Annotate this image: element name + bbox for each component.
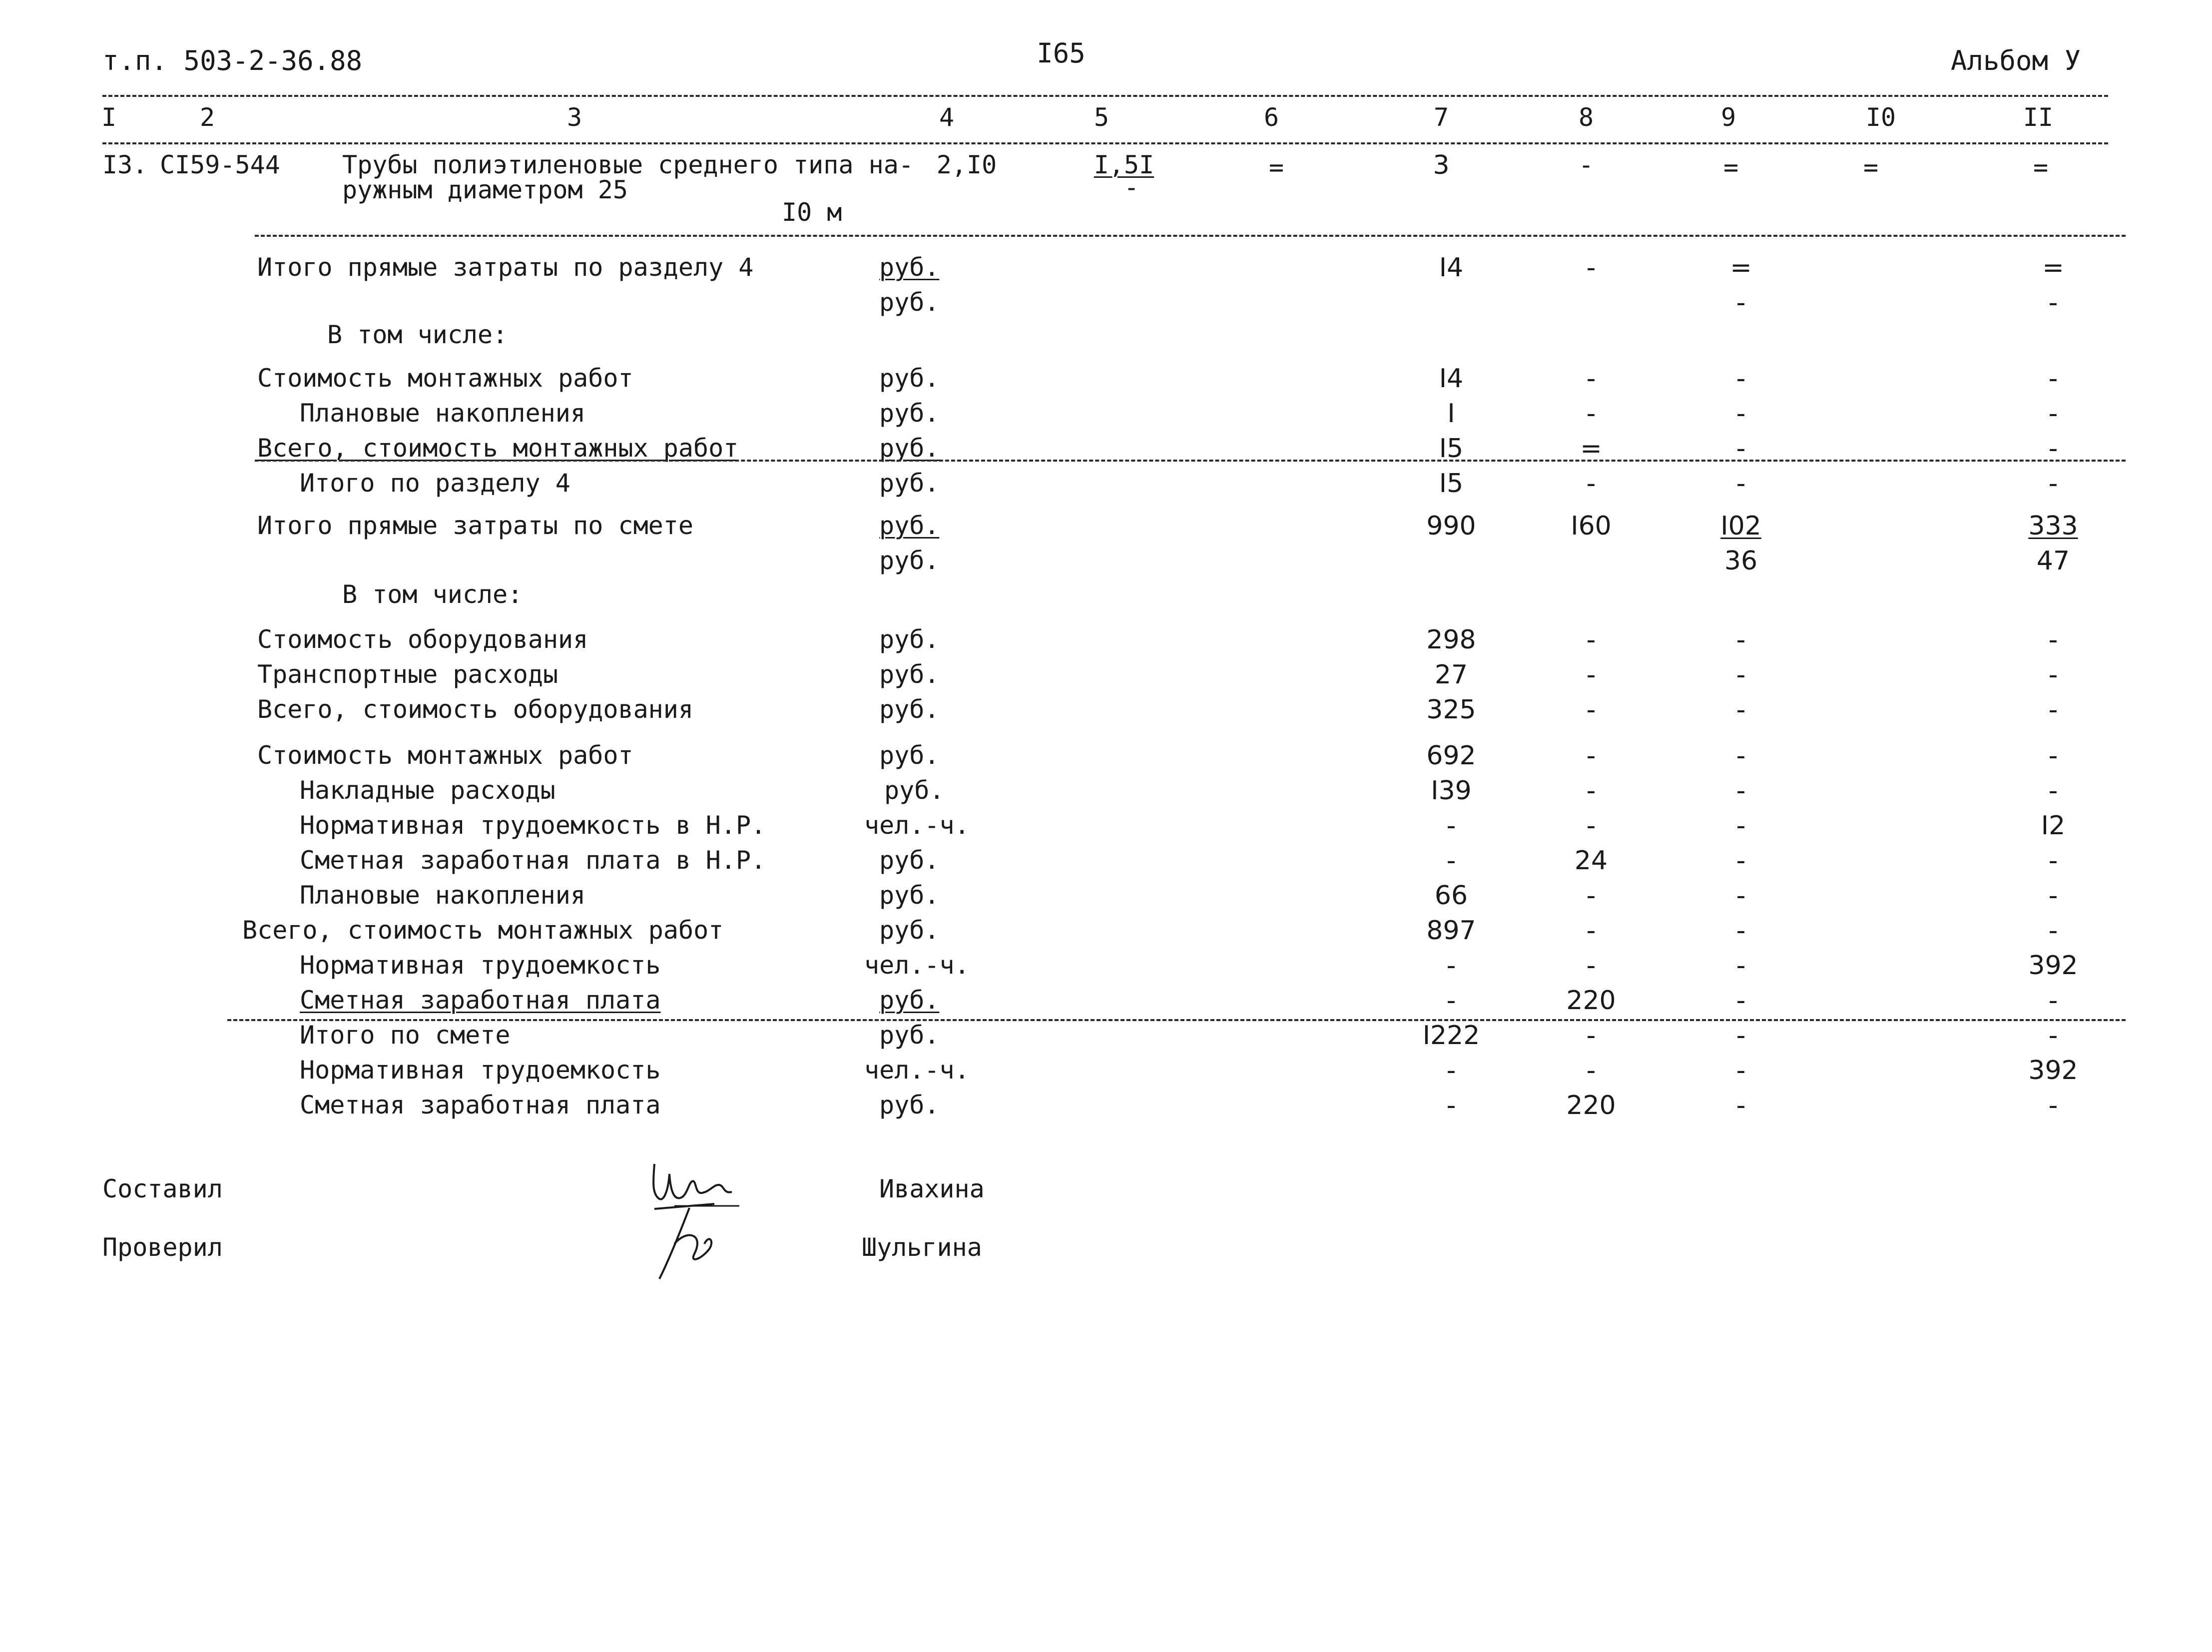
row-value-col7: - <box>1446 1056 1456 1086</box>
row-value-col11: - <box>2048 846 2058 876</box>
row-label: Стоимость монтажных работ <box>257 364 633 393</box>
row-unit: руб. <box>879 881 940 910</box>
checker-signature <box>639 1199 739 1284</box>
header-rule-bottom <box>102 142 2108 144</box>
row-value-col9: - <box>1736 660 1746 690</box>
row-label: Плановые накопления <box>300 399 585 428</box>
row-value-col9: - <box>1736 986 1746 1016</box>
row-unit: руб. <box>879 469 940 498</box>
row-value-col7: 27 <box>1434 660 1468 690</box>
item-col9: = <box>1723 153 1739 182</box>
row-value-col11: - <box>2048 916 2058 946</box>
row-value-col9: - <box>1736 741 1746 771</box>
row-label: В том числе: <box>327 320 508 349</box>
row-value-col9: 36 <box>1724 546 1758 576</box>
row-value-col9: - <box>1736 811 1746 841</box>
row-value-col8: - <box>1586 776 1596 806</box>
row-value-col11: - <box>2048 399 2058 429</box>
row-label: Стоимость оборудования <box>257 625 588 654</box>
row-value-col8: - <box>1586 741 1596 771</box>
item-number: I3. <box>102 150 148 179</box>
row-label: Нормативная трудоемкость <box>300 951 661 980</box>
row-value-col11: 47 <box>2036 546 2070 576</box>
row-value-col7: I4 <box>1439 364 1464 394</box>
row-unit: руб. <box>879 916 940 945</box>
row-label: Всего, стоимость монтажных работ <box>257 434 739 463</box>
compiled-name: Ивахина <box>879 1174 985 1203</box>
col-header-8: 8 <box>1578 103 1594 132</box>
row-label: Сметная заработная плата <box>300 1091 661 1119</box>
row-value-col11: - <box>2048 1091 2058 1120</box>
row-label: Всего, стоимость оборудования <box>257 695 693 724</box>
row-value-col9: - <box>1736 288 1746 318</box>
row-value-col9: = <box>1730 253 1752 283</box>
row-value-col7: I222 <box>1422 1021 1480 1051</box>
row-unit: руб. <box>879 399 940 428</box>
col-header-2: 2 <box>199 103 215 132</box>
row-value-col8: 220 <box>1566 1091 1616 1120</box>
estimate-rule <box>227 1019 2126 1021</box>
row-value-col7: - <box>1446 951 1456 981</box>
row-value-col11: = <box>2042 253 2064 283</box>
row-value-col7: 66 <box>1434 881 1468 911</box>
row-label: Плановые накопления <box>300 881 585 910</box>
row-value-col9: - <box>1736 1056 1746 1086</box>
col-header-11: II <box>2023 103 2054 132</box>
row-value-col8: - <box>1586 1021 1596 1051</box>
row-unit: руб. <box>884 776 945 805</box>
row-label: Итого прямые затраты по смете <box>257 511 693 540</box>
row-value-col9: - <box>1736 1021 1746 1051</box>
row-value-col11: - <box>2048 434 2058 464</box>
item-col8: - <box>1578 150 1594 179</box>
row-value-col11: 392 <box>2028 1056 2078 1086</box>
row-value-col7: 897 <box>1426 916 1476 946</box>
row-label: Нормативная трудоемкость в Н.Р. <box>300 811 766 840</box>
row-label: Нормативная трудоемкость <box>300 1056 661 1085</box>
row-value-col11: I2 <box>2041 811 2066 841</box>
row-value-col11: - <box>2048 776 2058 806</box>
row-value-col7: I <box>1447 399 1455 429</box>
row-value-col7: - <box>1446 986 1456 1016</box>
row-label: Итого по смете <box>300 1021 511 1050</box>
row-value-col7: 298 <box>1426 625 1476 655</box>
row-label: Стоимость монтажных работ <box>257 741 633 770</box>
row-value-col9: - <box>1736 1091 1746 1120</box>
col-header-1: I <box>101 103 117 132</box>
row-unit: руб. <box>879 986 940 1015</box>
row-value-col8: - <box>1586 660 1596 690</box>
row-value-col8: - <box>1586 881 1596 911</box>
row-unit: руб. <box>879 1091 940 1119</box>
checked-name: Шульгина <box>862 1233 982 1262</box>
col-header-4: 4 <box>939 103 955 132</box>
row-value-col8: 220 <box>1566 986 1616 1016</box>
item-name-line2: ружным диаметром 25 <box>342 175 628 204</box>
row-unit: руб. <box>879 846 940 875</box>
row-value-col9: - <box>1736 434 1746 464</box>
doc-code: т.п. 503-2-36.88 <box>102 45 363 76</box>
row-value-col7: I39 <box>1431 776 1472 806</box>
row-value-col11: - <box>2048 364 2058 394</box>
row-unit: руб. <box>879 1021 940 1050</box>
row-unit: чел.-ч. <box>864 951 970 980</box>
col-header-5: 5 <box>1094 103 1109 132</box>
row-value-col8: - <box>1586 253 1596 283</box>
row-unit: руб. <box>879 511 940 540</box>
item-unit: I0 м <box>782 198 842 227</box>
item-col6: = <box>1268 153 1284 182</box>
row-unit: руб. <box>879 660 940 689</box>
row-value-col7: - <box>1446 811 1456 841</box>
row-value-col9: - <box>1736 695 1746 725</box>
row-unit: руб. <box>879 741 940 770</box>
row-value-col8: 24 <box>1574 846 1608 876</box>
row-value-col8: - <box>1586 1056 1596 1086</box>
row-value-col9: - <box>1736 951 1746 981</box>
row-label: Всего, стоимость монтажных работ <box>242 916 724 945</box>
checked-label: Проверил <box>102 1233 223 1262</box>
row-unit: руб. <box>879 546 940 575</box>
col-header-6: 6 <box>1263 103 1279 132</box>
row-label: Итого по разделу 4 <box>300 469 570 498</box>
row-value-col9: - <box>1736 776 1746 806</box>
row-value-col8: - <box>1586 695 1596 725</box>
row-unit: руб. <box>879 364 940 393</box>
col-header-3: 3 <box>566 103 582 132</box>
row-label: Транспортные расходы <box>257 660 558 689</box>
row-value-col11: - <box>2048 986 2058 1016</box>
row-unit: чел.-ч. <box>864 811 970 840</box>
row-value-col7: I5 <box>1439 469 1464 499</box>
row-value-col11: 392 <box>2028 951 2078 981</box>
row-unit: руб. <box>879 253 940 282</box>
item-col5-lower: - <box>1123 173 1139 202</box>
row-value-col9: - <box>1736 881 1746 911</box>
row-label: Сметная заработная плата <box>300 986 661 1015</box>
row-label: Итого прямые затраты по разделу 4 <box>257 253 754 282</box>
row-value-col9: - <box>1736 469 1746 499</box>
item-col10: = <box>1863 153 1879 182</box>
row-value-col8: - <box>1586 625 1596 655</box>
row-unit: руб. <box>879 288 940 317</box>
row-value-col7: I4 <box>1439 253 1464 283</box>
row-value-col8: I60 <box>1571 511 1612 541</box>
row-value-col7: 325 <box>1426 695 1476 725</box>
row-unit: чел.-ч. <box>864 1056 970 1085</box>
row-value-col8: - <box>1586 951 1596 981</box>
row-unit: руб. <box>879 434 940 463</box>
row-unit: руб. <box>879 695 940 724</box>
item-col5: I,5I <box>1094 150 1154 179</box>
row-value-col7: 990 <box>1426 511 1476 541</box>
item-col7: 3 <box>1433 150 1450 180</box>
item-rule <box>255 235 2126 237</box>
item-code: CI59-544 <box>160 150 280 179</box>
row-value-col11: - <box>2048 741 2058 771</box>
row-value-col7: - <box>1446 1091 1456 1120</box>
row-value-col8: - <box>1586 399 1596 429</box>
compiled-label: Составил <box>102 1174 223 1203</box>
row-value-col11: - <box>2048 625 2058 655</box>
row-value-col11: - <box>2048 881 2058 911</box>
row-value-col9: - <box>1736 364 1746 394</box>
row-value-col9: - <box>1736 625 1746 655</box>
page-number: I65 <box>1037 37 1086 69</box>
row-value-col9: I02 <box>1720 511 1761 541</box>
row-label: В том числе: <box>342 580 523 609</box>
col-header-10: I0 <box>1865 103 1896 132</box>
row-value-col7: I5 <box>1439 434 1464 464</box>
row-value-col7: - <box>1446 846 1456 876</box>
row-value-col9: - <box>1736 399 1746 429</box>
row-value-col8: - <box>1586 916 1596 946</box>
row-value-col11: 333 <box>2028 511 2078 541</box>
section-rule <box>255 460 2126 462</box>
row-value-col8: - <box>1586 364 1596 394</box>
row-value-col11: - <box>2048 288 2058 318</box>
item-col11: = <box>2033 153 2049 182</box>
row-label: Сметная заработная плата в Н.Р. <box>300 846 766 875</box>
col-header-7: 7 <box>1433 103 1449 132</box>
row-value-col11: - <box>2048 695 2058 725</box>
row-value-col8: - <box>1586 811 1596 841</box>
item-quantity: 2,I0 <box>936 150 997 179</box>
header-rule-top <box>102 95 2108 97</box>
album-label: Альбом У <box>1951 45 2081 76</box>
row-value-col7: 692 <box>1426 741 1476 771</box>
row-unit: руб. <box>879 625 940 654</box>
row-value-col9: - <box>1736 916 1746 946</box>
row-value-col11: - <box>2048 1021 2058 1051</box>
row-value-col11: - <box>2048 660 2058 690</box>
row-value-col11: - <box>2048 469 2058 499</box>
row-value-col9: - <box>1736 846 1746 876</box>
row-value-col8: = <box>1580 434 1602 464</box>
row-value-col8: - <box>1586 469 1596 499</box>
row-label: Накладные расходы <box>300 776 555 805</box>
col-header-9: 9 <box>1720 103 1736 132</box>
item-name-line1: Трубы полиэтиленовые среднего типа на- <box>342 150 914 179</box>
